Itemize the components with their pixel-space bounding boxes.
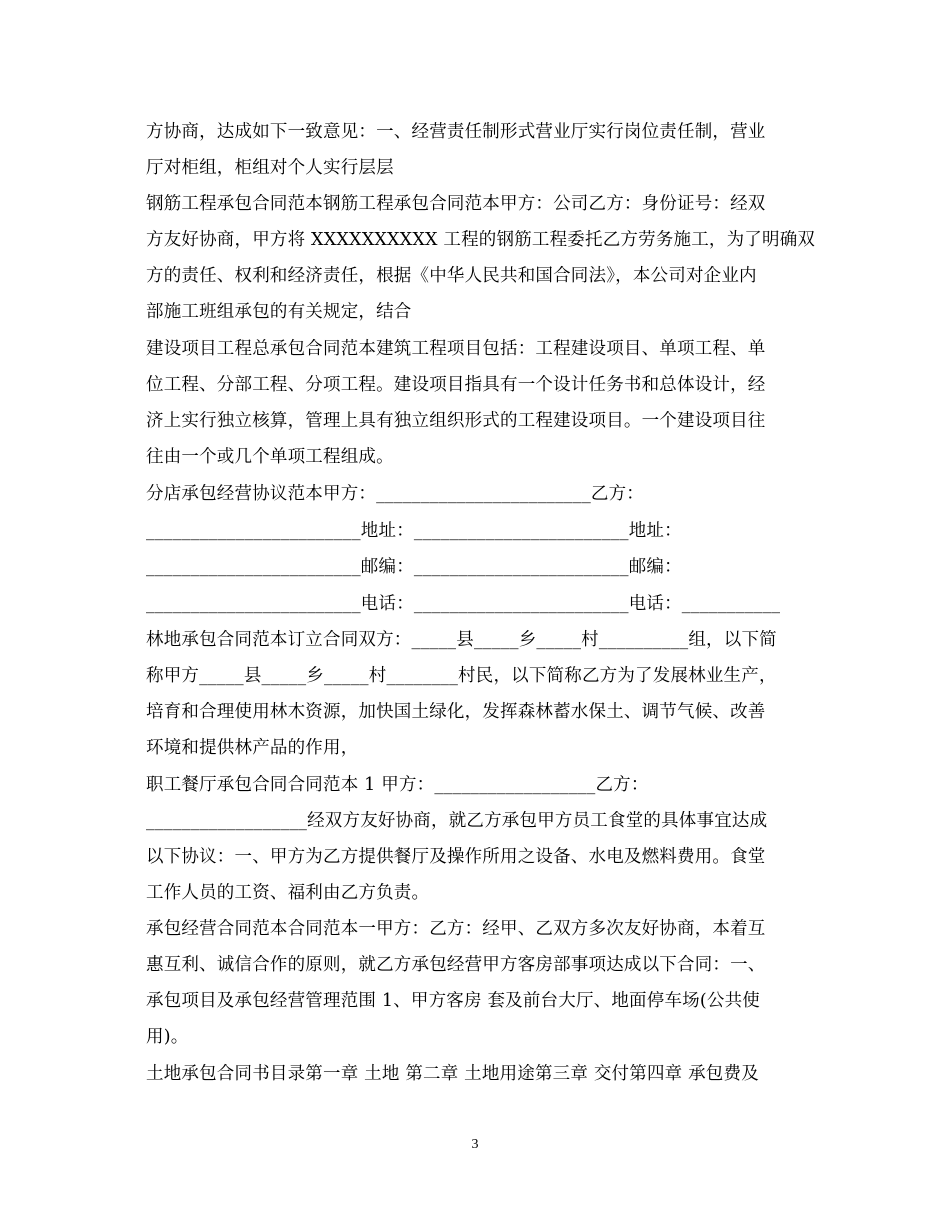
text-line: 称甲方_____县_____乡_____村________村民，以下简称乙方为了发展林业生产，: [146, 666, 777, 686]
text-line: 以下协议：一、甲方为乙方提供餐厅及操作所用之设备、水电及燃料费用。食堂: [146, 847, 766, 867]
text-line: 职工餐厅承包合同合同范本 1 甲方：__________________乙方：: [146, 775, 649, 795]
text-line: 承包经营合同范本合同范本一甲方：乙方：经甲、乙双方多次友好协商，本着互: [146, 919, 766, 939]
text-line: 建设项目工程总承包合同范本建筑工程项目包括：工程建设项目、单项工程、单: [146, 339, 766, 359]
text-line: 用)。: [146, 1027, 189, 1047]
text-line: __________________经双方友好协商，就乙方承包甲方员工食堂的具体事宜达成: [146, 811, 768, 831]
text-line: 工作人员的工资、福利由乙方负责。: [146, 883, 430, 903]
text-line: 厅对柜组，柜组对个人实行层层: [146, 158, 394, 178]
text-line: 往由一个或几个单项工程组成。: [146, 447, 394, 467]
text-line: ________________________电话：________________________电话：___________: [146, 594, 781, 614]
text-line: ________________________邮编：________________________邮编：: [146, 557, 682, 577]
text-line: 位工程、分部工程、分项工程。建设项目指具有一个设计任务书和总体设计，经: [146, 375, 766, 395]
text-line: 部施工班组承包的有关规定，结合: [146, 302, 412, 322]
text-line: 惠互利、诚信合作的原则，就乙方承包经营甲方客房部事项达成以下合同：一、: [146, 955, 766, 975]
text-line: 方友好协商，甲方将 XXXXXXXXXX 工程的钢筋工程委托乙方劳务施工，为了明确双: [146, 230, 816, 250]
text-line: 环境和提供林产品的作用，: [146, 738, 359, 758]
text-line: 济上实行独立核算，管理上具有独立组织形式的工程建设项目。一个建设项目往: [146, 411, 766, 431]
text-line: 方协商，达成如下一致意见：一、经营责任制形式营业厅实行岗位责任制，营业: [146, 122, 766, 142]
text-line: 培育和合理使用林木资源，加快国土绿化，发挥森林蓄水保土、调节气候、改善: [146, 702, 766, 722]
text-line: ________________________地址：________________________地址：: [146, 521, 682, 541]
text-line: 钢筋工程承包合同范本钢筋工程承包合同范本甲方：公司乙方：身份证号：经双: [146, 194, 766, 214]
text-line: 承包项目及承包经营管理范围 1、甲方客房 套及前台大厅、地面停车场(公共使: [146, 991, 760, 1011]
page-number: 3: [471, 1137, 479, 1152]
text-line: 林地承包合同范本订立合同双方：_____县_____乡_____村__________组，以下简: [146, 630, 777, 650]
text-line: 土地承包合同书目录第一章 土地 第二章 土地用途第三章 交付第四章 承包费及: [146, 1064, 759, 1084]
text-line: 方的责任、权利和经济责任，根据《中华人民共和国合同法》，本公司对企业内: [146, 266, 757, 286]
text-line: 分店承包经营协议范本甲方：________________________乙方：: [146, 484, 644, 504]
